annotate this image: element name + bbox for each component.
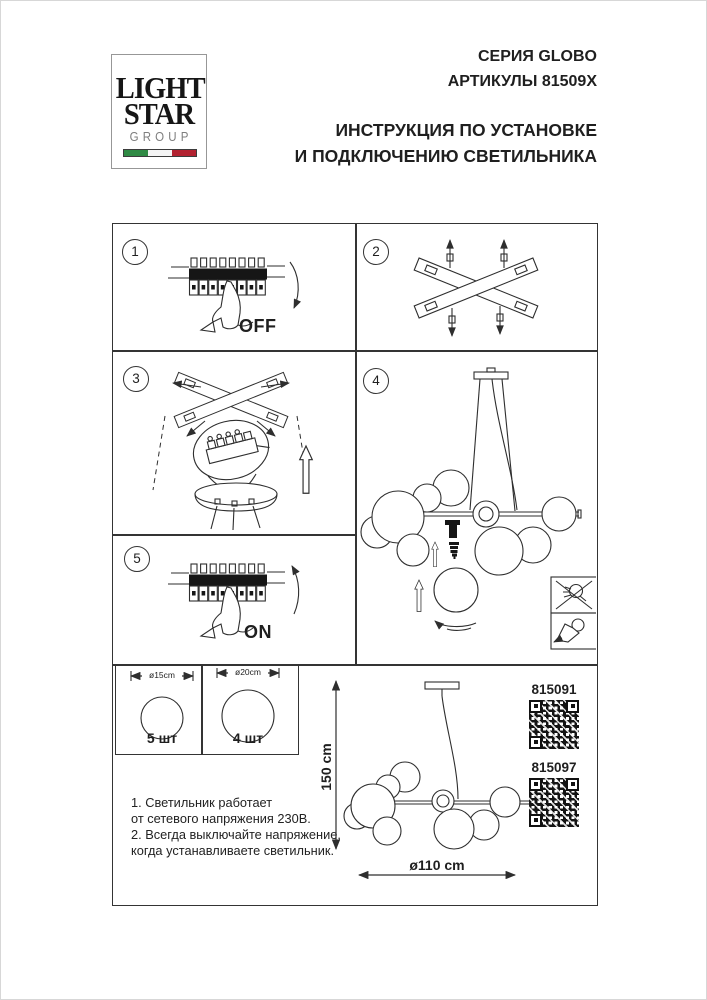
instruction-grid xyxy=(112,223,598,906)
diameter-dimension-label: ø110 cm xyxy=(409,857,465,873)
instruction-title-line2: И ПОДКЛЮЧЕНИЮ СВЕТИЛЬНИКА xyxy=(294,146,597,166)
step-3-diagram xyxy=(153,372,312,530)
logo-word-light: LIGHT xyxy=(115,70,205,105)
note-line-4: когда устанавливаете светильник. xyxy=(131,843,334,858)
safety-notes xyxy=(131,795,363,859)
height-dimension-label: 150 cm xyxy=(318,743,334,791)
step-5-badge: 5 xyxy=(124,546,150,572)
use-cloth-icon xyxy=(551,613,596,649)
logo-wordmark xyxy=(115,70,205,145)
small-globe-diameter-label: ø15cm xyxy=(142,670,182,680)
note-line-3: 2. Всегда выключайте напряжение, xyxy=(131,827,341,842)
qr-finder-icon xyxy=(529,700,542,713)
large-globe-diameter-label: ø20cm xyxy=(228,667,268,677)
logo-word-group: GROUP xyxy=(129,130,193,145)
large-globe-count: 4 шт xyxy=(232,730,264,746)
step-5-diagram xyxy=(168,564,299,638)
fixture-dimensions-diagram xyxy=(336,681,533,875)
qr-finder-icon xyxy=(529,736,542,749)
step-1-diagram xyxy=(168,258,298,332)
note-line-2: от сетевого напряжения 230В. xyxy=(131,811,311,826)
qr-finder-icon xyxy=(566,778,579,791)
lightstar-logo xyxy=(111,54,207,169)
series-title: СЕРИЯ GLOBO xyxy=(477,48,597,65)
instruction-title-line1: ИНСТРУКЦИЯ ПО УСТАНОВКЕ xyxy=(335,120,597,140)
articles-title: АРТИКУЛЫ 81509X xyxy=(447,73,597,90)
flag-red xyxy=(172,150,196,156)
qr-code-1 xyxy=(529,700,579,749)
step-2-diagram xyxy=(414,240,538,336)
qr-finder-icon xyxy=(566,700,579,713)
flag-white xyxy=(148,150,172,156)
no-bare-hands-icon xyxy=(551,577,596,613)
off-label: OFF xyxy=(239,316,277,336)
logo-word-star: STAR xyxy=(123,96,195,132)
on-label: ON xyxy=(244,622,272,642)
step-4-badge: 4 xyxy=(363,368,389,394)
step-1-badge: 1 xyxy=(122,239,148,265)
italy-flag-icon xyxy=(123,149,197,157)
article-number-1: 815091 xyxy=(531,682,577,697)
step-4-diagram xyxy=(361,368,596,649)
step-3-badge: 3 xyxy=(123,366,149,392)
flag-green xyxy=(124,150,148,156)
step-2-badge: 2 xyxy=(363,239,389,265)
note-line-1: 1. Светильник работает xyxy=(131,795,273,810)
qr-finder-icon xyxy=(529,814,542,827)
small-globe-count: 5 шт xyxy=(146,730,178,746)
article-number-2: 815097 xyxy=(531,760,577,775)
qr-finder-icon xyxy=(529,778,542,791)
qr-code-2 xyxy=(529,778,579,827)
